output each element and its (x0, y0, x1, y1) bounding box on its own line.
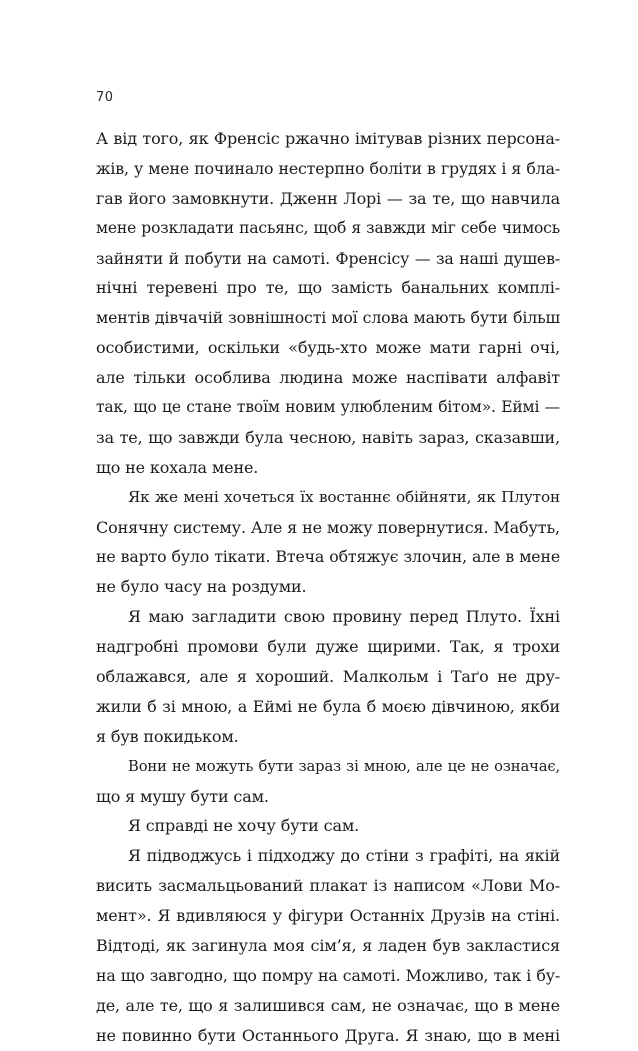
text-line: Вони не можуть бути зараз зі мною, але це не означає, (128, 757, 560, 775)
text-line: де, але те, що я залишився сам, не означає, що в мене (96, 995, 560, 1015)
text-line: жили б зі мною, а Еймі не була б моєю дівчиною, якби (96, 696, 560, 716)
text-line: Я підводжусь і підходжу до стіни з графіті, на якій (128, 846, 560, 866)
text-line: висить засмальцьований плакат із написом «Лови Мо- (96, 876, 560, 896)
text-line: зайняти й побути на самоті. Френсісу — за наші душев- (96, 248, 560, 268)
text-line: не повинно бути Останнього Друга. Я знаю, що в мені (96, 1025, 560, 1045)
text-line: Як же мені хочеться їх востаннє обійняти, як Плутон (128, 487, 560, 506)
text-line: Відтоді, як загинула моя сім’я, я ладен був закластися (96, 936, 560, 956)
text-line: гав його замовкнути. Дженн Лорі — за те, що навчила (96, 188, 560, 208)
text-line: на що завгодно, що помру на самоті. Можливо, так і бу- (96, 965, 560, 985)
text-line: так, що це стане твоїм новим улюбленим бітом». Еймі — (96, 398, 560, 417)
body-text (96, 124, 560, 1051)
text-line: особистими, оскільки «будь-хто може мати гарні очі, (96, 338, 560, 358)
text-line: що не кохала мене. (96, 457, 259, 477)
text-line: нічні теревені про те, що замість банальних комплі- (96, 278, 560, 298)
text-line: але тільки особлива людина може наспівати алфавіт (96, 368, 560, 388)
text-line: ментів дівчачій зовнішності мої слова мають бути більш (96, 308, 560, 328)
text-line: не варто було тікати. Втеча обтяжує злочин, але в мене (96, 547, 560, 567)
text-line: надгробні промови були дуже щирими. Так, я трохи (96, 637, 560, 657)
text-line: жів, у мене починало нестерпно боліти в грудях і я бла- (96, 158, 560, 178)
text-line: за те, що завжди була чесною, навіть зараз, сказавши, (96, 427, 560, 447)
text-line: Я маю загладити свою провину перед Плуто. Їхні (128, 607, 560, 627)
text-line: А від того, як Френсіс ржачно імітував різних персона- (96, 129, 560, 148)
text-line: Сонячну систему. Але я не можу повернутися. Мабуть, (96, 517, 560, 537)
text-line: мене розкладати пасьянс, щоб я завжди міг себе чимось (96, 218, 560, 237)
text-line: не було часу на роздуми. (96, 577, 307, 597)
page-number: 70 (96, 90, 114, 105)
text-line: я був покидьком. (96, 726, 239, 746)
text-line: мент». Я вдивляюся у фігури Останніх Друзів на стіні. (96, 906, 560, 926)
text-line: що я мушу бути сам. (96, 786, 269, 806)
text-line: Я справді не хочу бути сам. (128, 816, 360, 836)
text-line: облажався, але я хороший. Малкольм і Таґо не дру- (96, 667, 560, 687)
